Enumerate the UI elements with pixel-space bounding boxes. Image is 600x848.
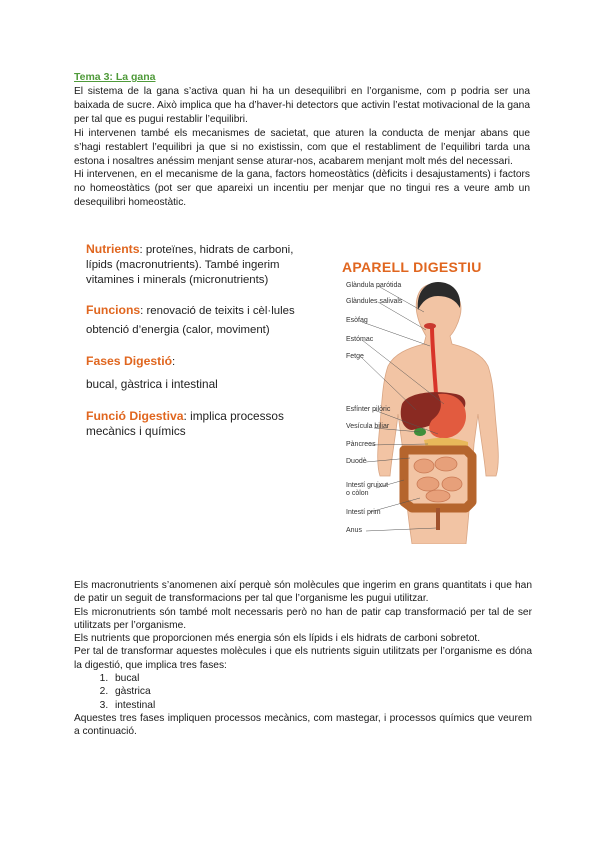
nutrients-block <box>86 242 318 287</box>
intro-paragraph-2: Hi intervenen també els mecanismes de sacietat, que aturen la conducta de menjar abans que s’hagi restablert l’equilibri ja que si no existissin, com que el restabliment de l’equilibri tarda una estona i nosaltres anéssim menjant sense aturar-nos, acabarem menjant molt més del necessari. <box>74 127 530 167</box>
funcio-digestiva-block <box>86 409 318 441</box>
body-paragraph-5: Aquestes tres fases impliquen processos mecànics, com mastegar, i processos químics que veurem a continuació. <box>74 712 532 738</box>
nutrients-label: Nutrients <box>86 242 140 256</box>
label-gallbladder: Vesícula biliar <box>346 423 390 430</box>
label-duodenum: Duodè <box>346 458 367 465</box>
funcio-text: : implica processos mecànics i químics <box>86 408 284 439</box>
funcions-label: Funcions <box>86 303 141 318</box>
body-text <box>74 579 532 739</box>
label-small-intestine: Intestí prim <box>346 509 381 516</box>
diagram-title: APARELL DIGESTIU <box>342 259 482 275</box>
label-parotid: Glàndula parótida <box>346 282 402 289</box>
intro-paragraph-3: Hi intervenen, en el mecanisme de la gana, factors homeostàtics (dèficits i desajustaments) i factors no homeostàtics (pot ser que apareixi un incentiu per menjar que no tingui res a veure amb un desequilibri homeostàtic. <box>74 169 530 209</box>
phase-item: 2. gàstrica <box>111 685 532 698</box>
intro-paragraph-1: El sistema de la gana s’activa quan hi ha un desequilibri en l’organisme, com p podria ser una baixada de sucre. Això implica que ha d’haver-hi detectors que activin l’estat motivacional de la gana per tal que es pugui restablir l’equilibri. <box>74 86 530 125</box>
digestion-summary <box>86 242 318 456</box>
nutrients-text: : proteïnes, hidrats de carboni, lípids (macronutrients). També ingerim vitamines i minerals (micronutrients) <box>86 244 294 286</box>
body-paragraph-1: Els macronutrients s’anomenen així perquè són molècules que ingerim en grans quantitats i que han de patir un seguit de transformacions per tal que l’organisme les pugui utilitzar. <box>74 580 532 605</box>
funcions-text-2: obtenció d’energia (calor, moviment) <box>86 324 270 337</box>
fases-block <box>86 354 318 393</box>
phase-item: 3. intestinal <box>111 699 532 712</box>
label-esophagus: Esòfag <box>346 317 368 324</box>
funcions-block <box>86 303 318 338</box>
phases-list <box>74 672 532 712</box>
mouth-shape <box>424 323 436 329</box>
intro-text <box>74 85 530 210</box>
label-salivary: Glàndules salivals <box>346 298 403 305</box>
body-paragraph-3: Els nutrients que proporcionen més energia són els lípids i els hidrats de carboni sobretot. <box>74 633 481 645</box>
label-large-intestine: Intestí gruixut o còlon <box>346 482 389 497</box>
body-paragraph-4: Per tal de transformar aquestes molècules i que els nutrients siguin utilitzats per l’organisme es dóna la digestió, que implica tres fases: <box>74 646 532 671</box>
rectum-shape <box>436 508 440 530</box>
label-liver: Fetge <box>346 353 364 360</box>
funcions-text: : renovació de teixits i cèl·lules <box>140 305 295 318</box>
phase-item: 1. bucal <box>111 672 532 685</box>
label-anus: Anus <box>346 527 362 534</box>
fases-colon: : <box>172 355 176 368</box>
label-pyloric: Esfínter pilòric <box>346 406 391 413</box>
fases-label: Fases Digestió <box>86 353 173 368</box>
fases-text: bucal, gàstrica i intestinal <box>86 376 218 391</box>
label-stomach: Estómac <box>346 336 374 343</box>
body-paragraph-2: Els micronutrients són també molt necessaris però no han de patir cap transformació per tal de ser utilitzats per l’organisme. <box>74 606 532 631</box>
funcio-label: Funció Digestiva <box>86 408 184 423</box>
label-pancreas: Pàncrees <box>346 441 376 448</box>
page-title: Tema 3: La gana <box>74 71 156 83</box>
